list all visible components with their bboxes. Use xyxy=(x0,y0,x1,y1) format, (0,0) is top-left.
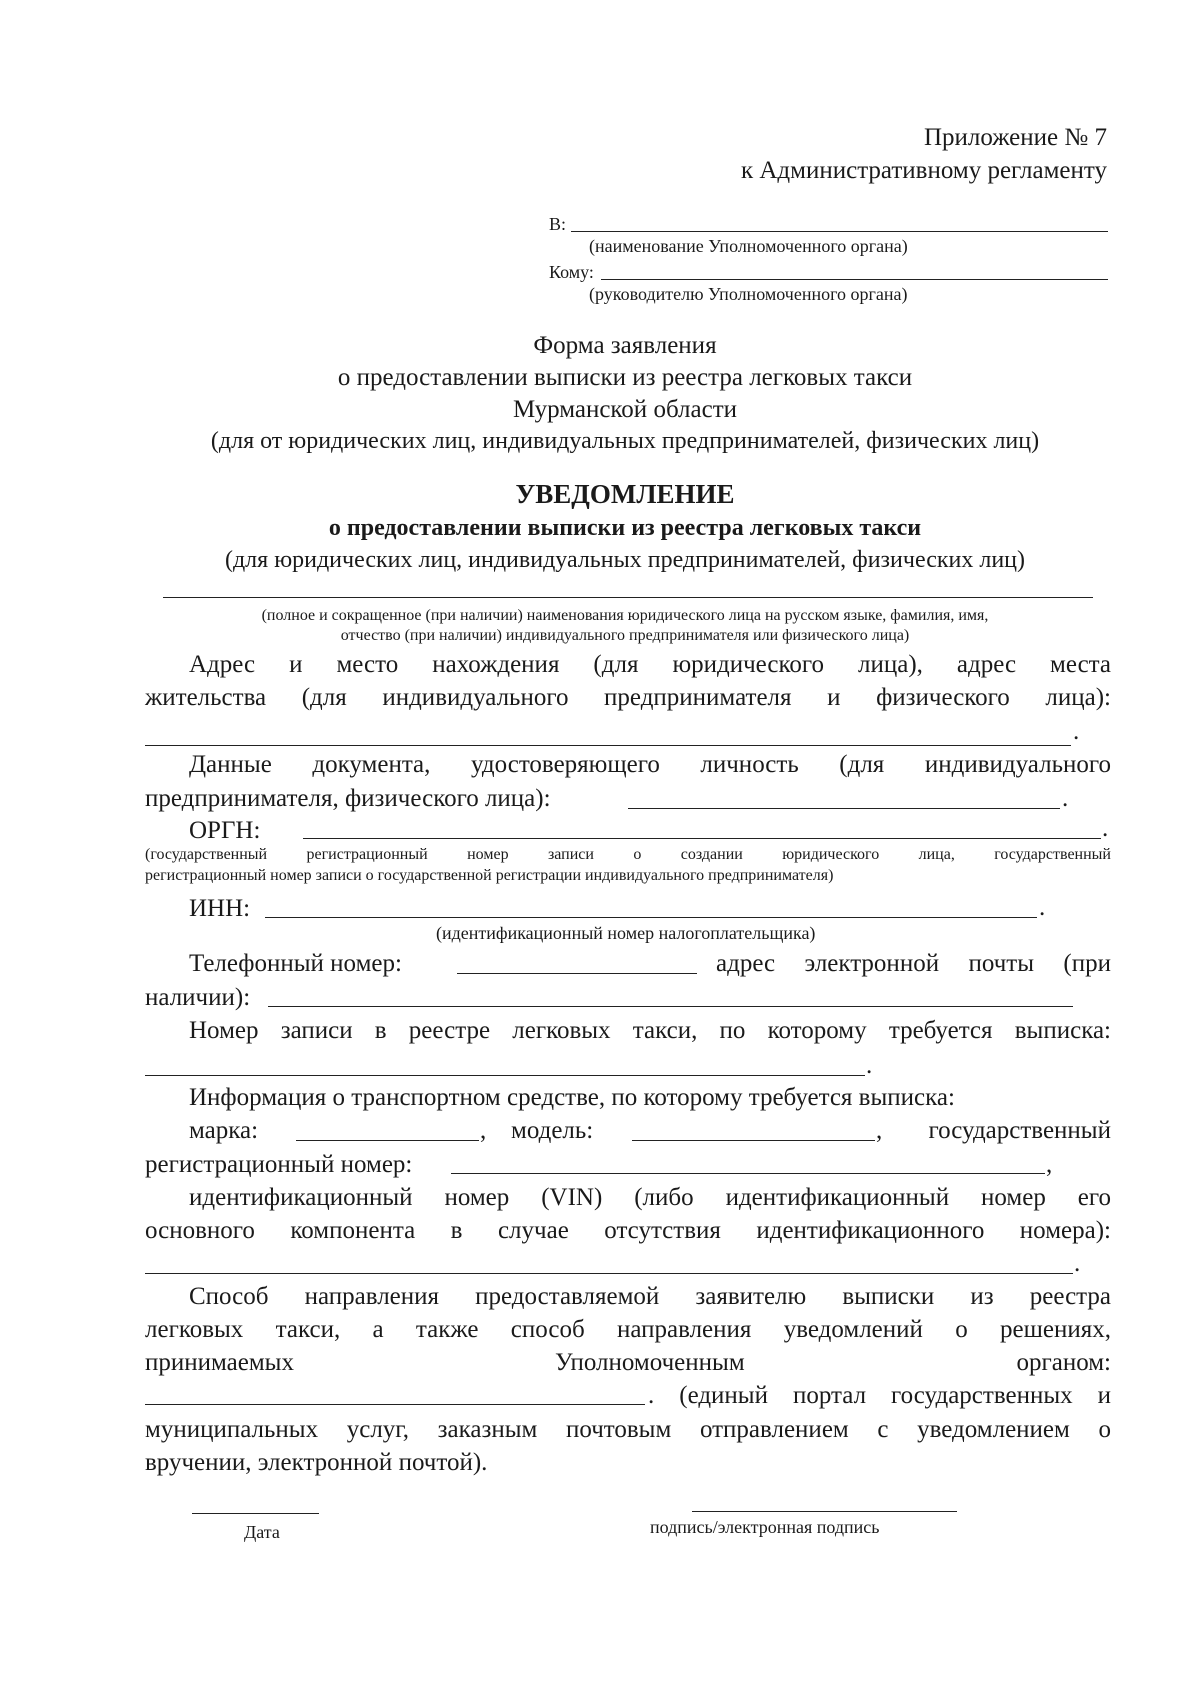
delivery-line2: легковых такси, а также способ направления уведомлений о решениях, xyxy=(145,1316,1111,1343)
form-title: Форма заявления xyxy=(533,332,717,359)
applicant-caption-2: отчество (при наличии) индивидуального предпринимателя или физического лица) xyxy=(340,627,910,644)
delivery-line3-a: принимаемых xyxy=(145,1349,294,1376)
notice-heading: УВЕДОМЛЕНИЕ xyxy=(515,479,735,509)
identity-line1: Данные документа, удостоверяющего личность (для индивидуального xyxy=(189,751,1111,778)
brand-field[interactable] xyxy=(296,1140,479,1141)
inn-field[interactable] xyxy=(265,917,1037,918)
reg-number-label: регистрационный номер: xyxy=(145,1151,413,1178)
signature-field[interactable] xyxy=(692,1511,957,1512)
model-comma: , xyxy=(876,1117,883,1144)
brand-comma: , xyxy=(480,1117,487,1144)
whom-label: Кому: xyxy=(549,262,594,282)
delivery-line3-b: Уполномоченным xyxy=(555,1349,745,1376)
registry-line1: Номер записи в реестре легковых такси, по которому требуется выписка: xyxy=(189,1017,1111,1044)
regulation-reference: к Административному регламенту xyxy=(740,157,1107,184)
address-period: . xyxy=(1073,718,1080,745)
whom-field[interactable] xyxy=(601,279,1108,280)
identity-line2: предпринимателя, физического лица): xyxy=(145,785,551,812)
delivery-line5: муниципальных услуг, заказным почтовым отправлением с уведомлением о xyxy=(145,1416,1111,1443)
form-title-line2: о предоставлении выписки из реестра легковых такси xyxy=(337,364,913,391)
model-label: модель: xyxy=(511,1117,594,1144)
vehicle-intro: Информация о транспортном средстве, по которому требуется выписка: xyxy=(189,1084,955,1111)
notice-note: (для юридических лиц, индивидуальных предпринимателей, физических лиц) xyxy=(224,547,1026,573)
ogrn-caption-2: регистрационный номер записи о государственной регистрации индивидуального предпринимателя) xyxy=(145,867,834,884)
registry-field[interactable] xyxy=(145,1075,865,1076)
signature-label: подпись/электронная подпись xyxy=(650,1517,880,1537)
address-line2: жительства (для индивидуального предпринимателя и физического лица): xyxy=(145,684,1111,711)
model-field[interactable] xyxy=(632,1140,875,1141)
whom-caption: (руководителю Уполномоченного органа) xyxy=(589,284,908,304)
identity-period: . xyxy=(1062,785,1069,812)
address-field[interactable] xyxy=(145,745,1071,746)
inn-caption: (идентификационный номер налогоплательщика) xyxy=(436,923,816,943)
vin-line2: основного компонента в случае отсутствия идентификационного номера): xyxy=(145,1217,1111,1244)
ogrn-period: . xyxy=(1102,815,1109,842)
brand-label: марка: xyxy=(189,1117,259,1144)
form-title-note: (для от юридических лиц, индивидуальных предпринимателей, физических лиц) xyxy=(210,428,1040,454)
to-field[interactable] xyxy=(571,231,1108,232)
delivery-method-field[interactable] xyxy=(145,1404,645,1405)
email-label-2: наличии): xyxy=(145,984,251,1011)
identity-field[interactable] xyxy=(628,808,1060,809)
delivery-line4: . (единый портал государственных и xyxy=(648,1382,1111,1409)
date-field[interactable] xyxy=(192,1513,319,1514)
delivery-line6: вручении, электронной почтой). xyxy=(145,1449,488,1476)
email-label: адрес электронной почты (при xyxy=(716,950,1111,977)
ogrn-caption: (государственный регистрационный номер записи о создании юридического лица, государственный xyxy=(145,846,1111,863)
ogrn-field[interactable] xyxy=(303,838,1101,839)
applicant-name-field[interactable] xyxy=(163,597,1093,598)
to-caption: (наименование Уполномоченного органа) xyxy=(589,236,908,256)
delivery-line3-c: органом: xyxy=(1016,1349,1111,1376)
state-label: государственный xyxy=(928,1117,1111,1144)
address-line1: Адрес и место нахождения (для юридического лица), адрес места xyxy=(189,651,1111,678)
inn-period: . xyxy=(1039,894,1046,921)
phone-field[interactable] xyxy=(457,973,697,974)
phone-label: Телефонный номер: xyxy=(189,950,402,977)
date-label: Дата xyxy=(244,1522,280,1542)
reg-number-field[interactable] xyxy=(451,1173,1045,1174)
to-label: В: xyxy=(549,214,567,234)
inn-label: ИНН: xyxy=(189,895,251,922)
registry-period: . xyxy=(866,1052,873,1079)
vin-period: . xyxy=(1074,1250,1081,1277)
vin-field[interactable] xyxy=(145,1273,1073,1274)
delivery-line1: Способ направления предоставляемой заявителю выписки из реестра xyxy=(189,1283,1111,1310)
appendix-number: Приложение № 7 xyxy=(923,124,1107,151)
form-title-line3: Мурманской области xyxy=(512,396,738,423)
notice-subheading: о предоставлении выписки из реестра легковых такси xyxy=(328,515,922,541)
ogrn-label: ОРГН: xyxy=(189,817,261,844)
vin-line1: идентификационный номер (VIN) (либо идентификационный номер его xyxy=(189,1184,1111,1211)
applicant-caption: (полное и сокращенное (при наличии) наименования юридического лица на русском языке, фамилия, имя, xyxy=(261,607,989,624)
reg-number-comma: , xyxy=(1046,1151,1053,1178)
email-field[interactable] xyxy=(268,1006,1073,1007)
